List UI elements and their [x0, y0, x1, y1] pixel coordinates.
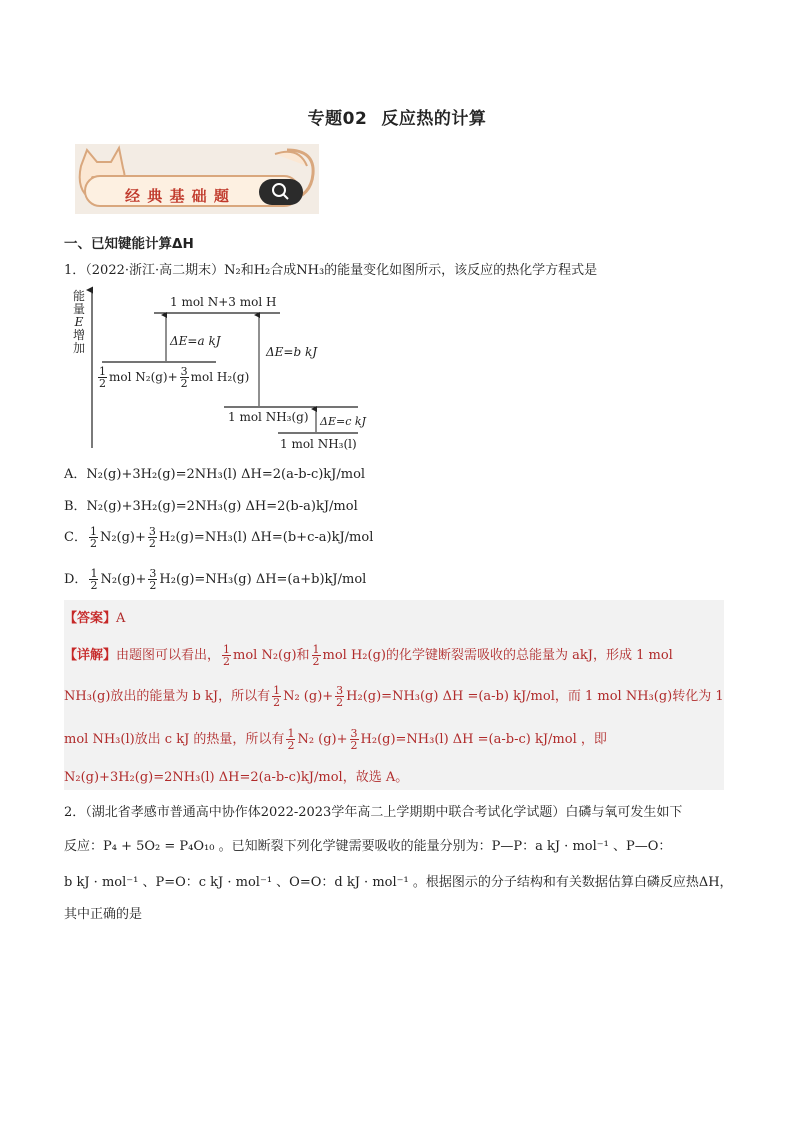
title-part1: 专题02 — [307, 109, 368, 129]
y-axis-label: 能 量 E 增 加 — [72, 289, 85, 355]
banner-label: 经 典 基 础 题 — [125, 187, 230, 205]
detail-line-1: 【详解】由题图可以看出， $\frac{1}{2}$ mol N₂(g)和 $\frac{1}{2}$ mol H₂(g)的化学键断裂需吸收的总能量为 akJ，形成 1 mol — [64, 643, 673, 668]
option-d: D． $\frac{1}{2}$ N₂(g)+ $\frac{3}{2}$ H₂(g)=NH₃(g) ΔH=(a+b)kJ/mol — [64, 567, 367, 592]
energy-diagram — [66, 284, 386, 454]
delta-e-a-label: ΔE=a kJ — [170, 334, 221, 348]
nh3-gas-label: 1 mol NH₃(g) — [228, 410, 309, 424]
section-heading: 一、已知键能计算ΔH — [64, 236, 194, 252]
page-title — [0, 104, 794, 129]
title-part2: 反应热的计算 — [381, 109, 487, 129]
section-banner — [75, 144, 319, 214]
delta-e-c-label: ΔE=c kJ — [320, 415, 366, 428]
top-level-label: 1 mol N+3 mol H — [170, 295, 277, 309]
question-2-line-1: 2．（湖北省孝感市普通高中协作体2022-2023学年高二上学期期中联合考试化学试题）白磷与氧可发生如下 — [64, 805, 683, 820]
reactants-level-label: $\frac{1}{2}$ mol N₂(g)+ $\frac{3}{2}$ mol H₂(g) — [99, 365, 250, 390]
nh3-liquid-label: 1 mol NH₃(l) — [280, 437, 357, 451]
detail-line-4: N₂(g)+3H₂(g)=2NH₃(l) ΔH=2(a-b-c)kJ/mol，故选 A。 — [64, 770, 409, 785]
question-2-line-4: 其中正确的是 — [64, 907, 143, 922]
option-a: A．N₂(g)+3H₂(g)=2NH₃(l) ΔH=2(a-b-c)kJ/mol — [64, 467, 366, 482]
answer-line: 【答案】A — [64, 611, 126, 626]
delta-e-b-label: ΔE=b kJ — [266, 345, 318, 359]
search-icon — [259, 179, 303, 205]
option-b: B．N₂(g)+3H₂(g)=2NH₃(g) ΔH=2(b-a)kJ/mol — [64, 499, 358, 514]
question-1-stem: 1．（2022·浙江·高二期末）N₂和H₂合成NH₃的能量变化如图所示，该反应的热化学方程式是 — [64, 263, 598, 278]
question-2-line-2: 反应：P₄ + 5O₂ = P₄O₁₀ 。已知断裂下列化学键需要吸收的能量分别为：P—P：a kJ · mol⁻¹ 、P—O： — [64, 839, 672, 854]
detail-line-3: mol NH₃(l)放出 c kJ 的热量，所以有 $\frac{1}{2}$ N₂ (g)+ $\frac{3}{2}$ H₂(g)=NH₃(l) ΔH =(a-b-c) kJ/mol ，即 — [64, 727, 607, 752]
question-2-line-3: b kJ · mol⁻¹ 、P=O：c kJ · mol⁻¹ 、O=O：d kJ · mol⁻¹ 。根据图示的分子结构和有关数据估算白磷反应热ΔH， — [64, 875, 733, 890]
option-c: C． $\frac{1}{2}$ N₂(g)+ $\frac{3}{2}$ H₂(g)=NH₃(l) ΔH=(b+c-a)kJ/mol — [64, 525, 374, 550]
detail-line-2: NH₃(g)放出的能量为 b kJ，所以有 $\frac{1}{2}$ N₂ (g)+ $\frac{3}{2}$ H₂(g)=NH₃(g) ΔH =(a-b) kJ/mol，而 1 mol NH₃(g)转化为 1 — [64, 684, 724, 709]
